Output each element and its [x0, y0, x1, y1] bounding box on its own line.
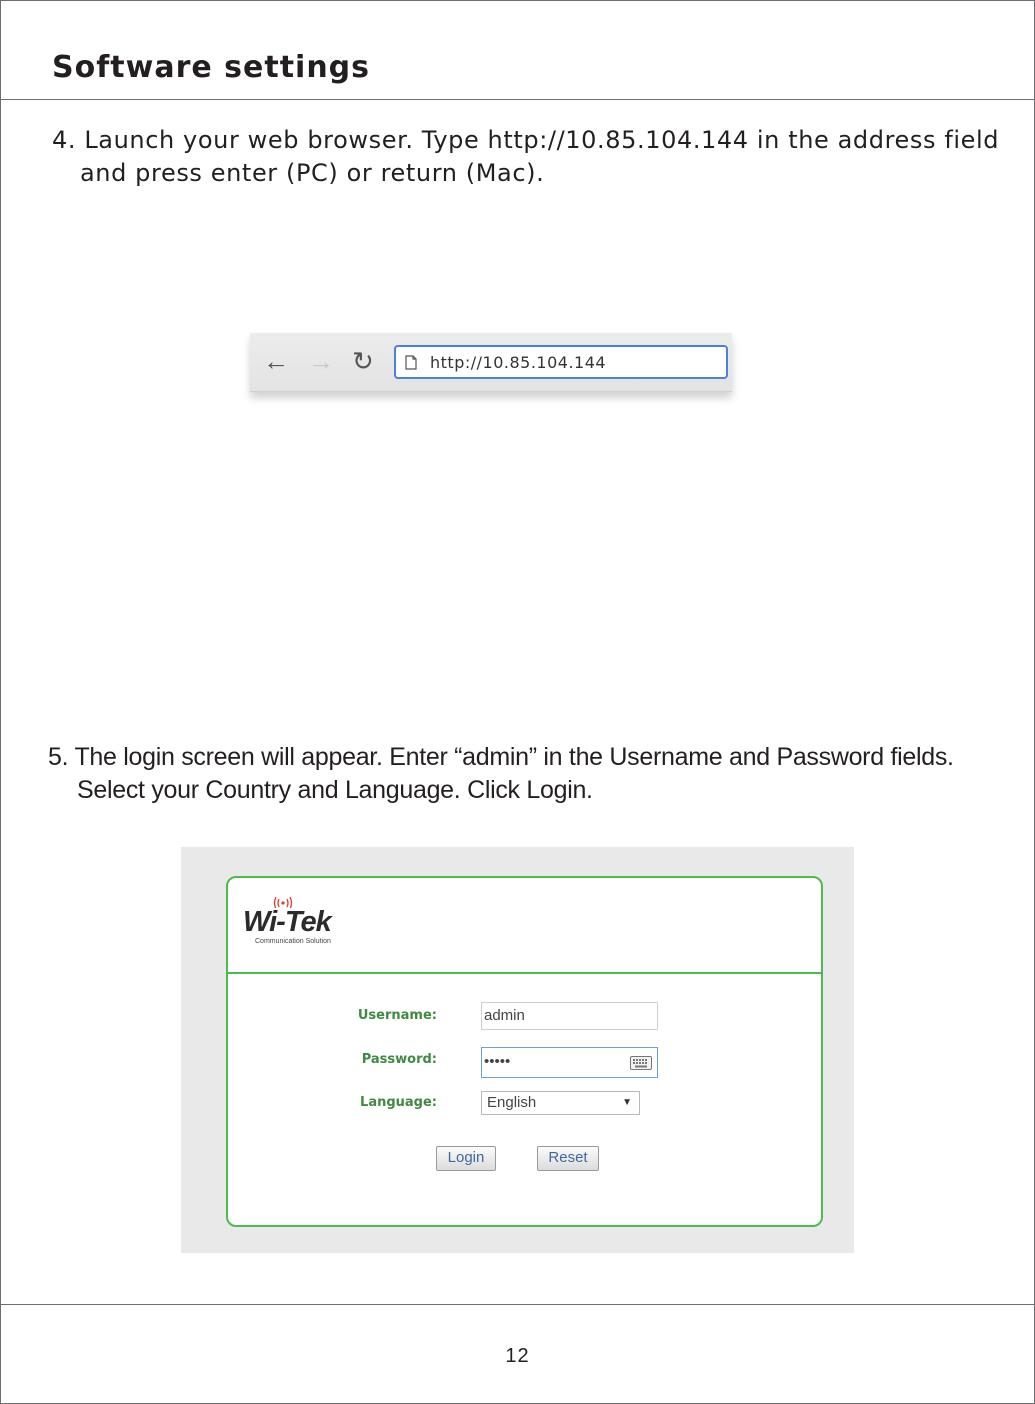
username-label: Username:	[357, 1008, 437, 1023]
url-text: http://10.85.104.144	[430, 353, 607, 372]
logo-tagline: Communication Solution	[255, 938, 331, 945]
wi-tek-logo	[243, 898, 353, 948]
keyboard-icon[interactable]	[630, 1056, 652, 1070]
username-input[interactable]: admin	[481, 1002, 658, 1030]
reload-icon[interactable]: ↻	[352, 346, 374, 376]
password-input[interactable]	[481, 1047, 658, 1078]
logo-brand-text: Wi-Tek	[243, 906, 331, 938]
footer-divider	[0, 1304, 1035, 1305]
panel-divider	[228, 972, 821, 974]
page-number: 12	[505, 1345, 530, 1367]
language-select[interactable]	[481, 1091, 640, 1115]
dropdown-arrow-icon: ▼	[622, 1097, 632, 1108]
language-value: English	[487, 1094, 537, 1111]
address-field[interactable]	[394, 345, 728, 379]
step-5-line-1: 5. The login screen will appear. Enter “admin” in the Username and Password fields.	[48, 743, 954, 771]
step-4-line-2: and press enter (PC) or return (Mac).	[80, 159, 545, 187]
document-icon	[405, 355, 417, 370]
login-panel	[226, 876, 823, 1227]
password-value: •••••	[484, 1053, 511, 1070]
forward-arrow-icon[interactable]: →	[308, 346, 334, 376]
reset-button[interactable]: Reset	[537, 1146, 599, 1171]
page-title: Software settings	[52, 50, 371, 85]
step-5-text	[48, 741, 954, 807]
language-label: Language:	[360, 1095, 437, 1110]
step-5-line-2: Select your Country and Language. Click Login.	[77, 776, 593, 804]
step-4-line-1: 4. Launch your web browser. Type http://10.85.104.144 in the address field	[52, 126, 1000, 154]
login-screen-screenshot	[181, 847, 854, 1253]
step-4-text	[52, 124, 999, 190]
browser-address-bar-illustration	[250, 333, 732, 392]
password-label: Password:	[361, 1052, 437, 1067]
header-divider	[0, 99, 1035, 100]
back-arrow-icon[interactable]: ←	[263, 346, 289, 376]
login-button[interactable]: Login	[436, 1146, 496, 1171]
